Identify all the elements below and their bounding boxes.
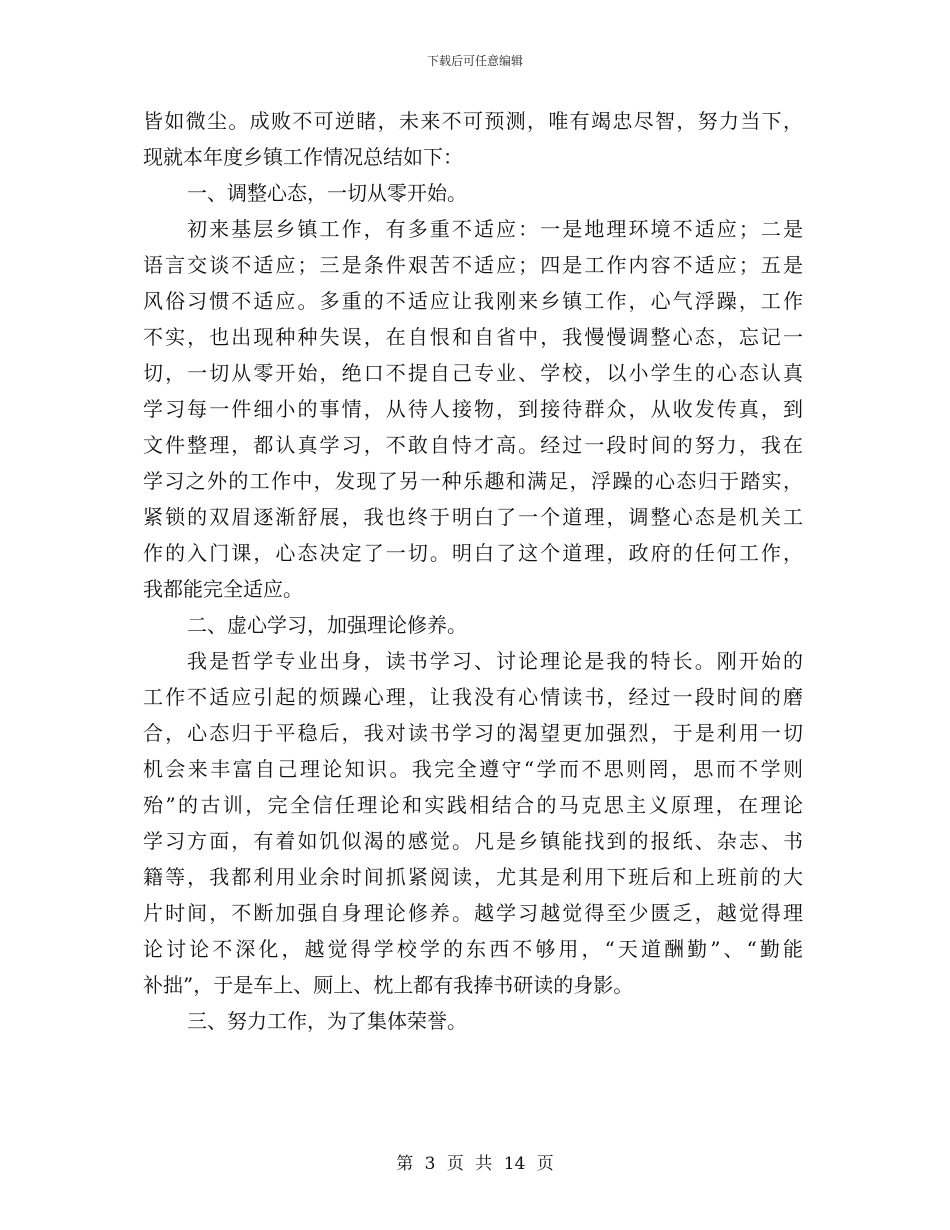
text-line: 工作不适应引起的烦躁心理，让我没有心情读书，经过一段时间的磨 xyxy=(143,685,803,709)
text-line: 论讨论不深化，越觉得学校学的东西不够用，“天道酬勤”、“勤能 xyxy=(143,937,803,961)
text-line: 不实，也出现种种失误，在自恨和自省中，我慢慢调整心态，忘记一 xyxy=(143,325,803,349)
text-line: 学习每一件细小的事情，从待人接物，到接待群众，从收发传真，到 xyxy=(143,397,803,421)
text-line: 初来基层乡镇工作，有多重不适应：一是地理环境不适应；二是 xyxy=(187,217,803,241)
text-line: 我是哲学专业出身，读书学习、讨论理论是我的特长。刚开始的 xyxy=(187,649,803,673)
section-heading: 一、调整心态，一切从零开始。 xyxy=(187,181,467,205)
page-header: 下载后可任意编辑 xyxy=(426,54,523,68)
text-line: 片时间，不断加强自身理论修养。越学习越觉得至少匮乏，越觉得理 xyxy=(143,901,803,925)
text-line: 我都能完全适应。 xyxy=(143,577,303,601)
text-line: 学习方面，有着如饥似渴的感觉。凡是乡镇能找到的报纸、杂志、书 xyxy=(143,829,803,853)
text-line: 皆如微尘。成败不可逆睹，未来不可预测，唯有竭忠尽智，努力当下， xyxy=(143,109,803,133)
text-line: 现就本年度乡镇工作情况总结如下： xyxy=(143,145,463,169)
text-line: 殆”的古训，完全信任理论和实践相结合的马克思主义原理，在理论 xyxy=(143,793,803,817)
page-number: 第 3 页 共 14 页 xyxy=(396,1154,554,1174)
text-line: 籍等，我都利用业余时间抓紧阅读，尤其是利用下班后和上班前的大 xyxy=(143,865,803,889)
document-body xyxy=(143,103,803,1039)
text-line: 风俗习惯不适应。多重的不适应让我刚来乡镇工作，心气浮躁，工作 xyxy=(143,289,803,313)
text-line: 补拙”，于是车上、厕上、枕上都有我捧书研读的身影。 xyxy=(143,973,634,997)
text-line: 紧锁的双眉逐渐舒展，我也终于明白了一个道理，调整心态是机关工 xyxy=(143,505,803,529)
text-line: 学习之外的工作中，发现了另一种乐趣和满足，浮躁的心态归于踏实， xyxy=(143,469,803,493)
text-line: 合，心态归于平稳后，我对读书学习的渴望更加强烈，于是利用一切 xyxy=(143,721,803,745)
text-line: 语言交谈不适应；三是条件艰苦不适应；四是工作内容不适应；五是 xyxy=(143,253,803,277)
section-heading: 三、努力工作，为了集体荣誉。 xyxy=(187,1009,467,1033)
text-line: 切，一切从零开始，绝口不提自己专业、学校，以小学生的心态认真 xyxy=(143,361,803,385)
text-line: 作的入门课，心态决定了一切。明白了这个道理，政府的任何工作， xyxy=(143,541,803,565)
section-heading: 二、虚心学习，加强理论修养。 xyxy=(187,613,467,637)
text-line: 机会来丰富自己理论知识。我完全遵守“学而不思则罔，思而不学则 xyxy=(143,757,803,781)
text-line: 文件整理，都认真学习，不敢自恃才高。经过一段时间的努力，我在 xyxy=(143,433,803,457)
